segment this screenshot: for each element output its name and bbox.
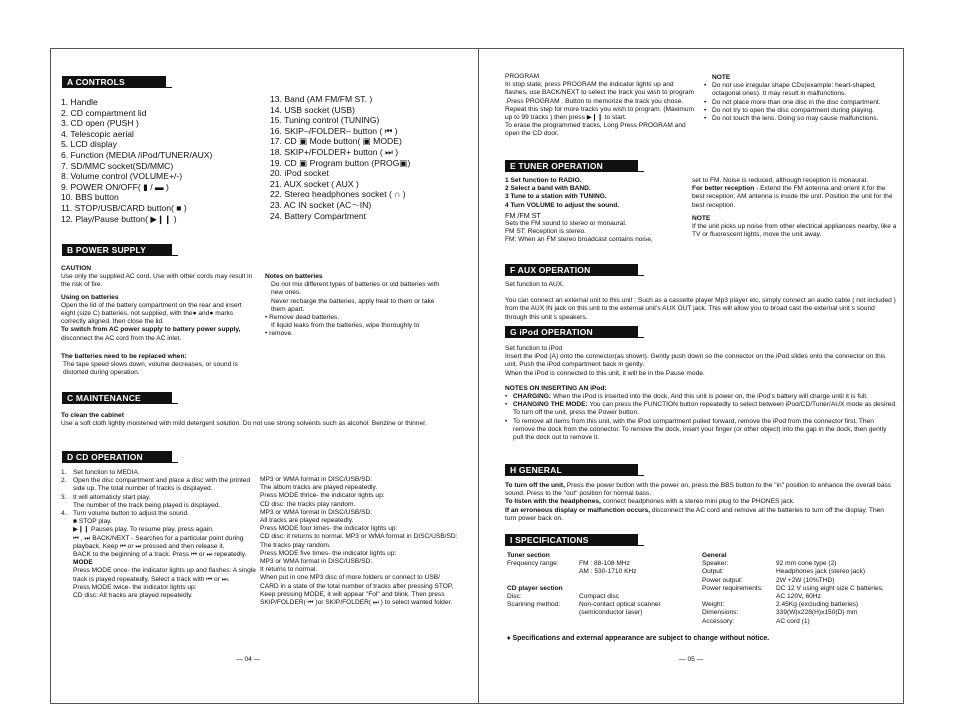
tuner-left [505, 177, 680, 245]
note-item: • Do not use irregular shape CDs(example: heart-shaped, octagonal ones). It may result in malfunctions. [704, 82, 899, 98]
cd-step [61, 526, 256, 534]
control-item: 14. USB socket (USB) [270, 104, 356, 115]
clean-heading: To clean the cabinet [61, 412, 124, 419]
battery-note-item: • remove. [265, 330, 293, 338]
general-spec-value: 2.45Kg (excluding batteries) [776, 601, 859, 609]
section-f-title: F AUX OPERATION [505, 264, 638, 276]
note-list [704, 82, 899, 123]
cd-step-number: 2. [61, 477, 67, 485]
notes-list [265, 281, 445, 338]
cd-step [61, 502, 256, 510]
ipod-note-label: CHARGING: [513, 393, 552, 401]
cd-step-number: 3. [61, 493, 67, 501]
note-item: • Do not touch the lens. Doing so may cause malfunctions. [704, 115, 899, 123]
am-range: AM : 530-1710 KHz [579, 568, 637, 576]
cd-operation-steps [61, 469, 256, 600]
ipod-note-text: When the iPod is inserted into the dock, And this unit is power on, the iPod’s battery will charge until it is full. [551, 393, 868, 401]
power-supply-left [61, 265, 256, 377]
section-h-title: H GENERAL [505, 464, 638, 476]
replace-text: The tape speed slows down, volume decreases, or sound is distorted during operation. [63, 361, 238, 377]
general-spec-row [702, 568, 897, 576]
cd-step-number: 1. [61, 469, 67, 476]
tuner-step: 2 Select a band with BAND. [505, 185, 591, 193]
control-item: 9. POWER ON/OFF( ▮ / ▬ ) [61, 181, 169, 192]
general-spec-key: Output: [702, 568, 724, 576]
cd-step-number [61, 592, 73, 600]
control-item: 5. LCD display [61, 139, 117, 150]
controls-list-left [61, 97, 261, 224]
cd-step [61, 510, 256, 518]
cd-step-text: ⏮ , ⏭ BACK/NEXT - Searches for a particular point during playback. Keep ⏮ or ⏭ pressed and then release it. [73, 534, 244, 550]
aux-text [505, 281, 897, 322]
battery-note-item: Do not mix different types of batteries or old batteries with new ones. [271, 281, 440, 297]
using-batteries-heading: Using on batteries [61, 293, 119, 301]
ipod-text [505, 345, 897, 442]
general-spec-key: Weight: [702, 601, 725, 609]
turn-off-text: Press the power button with the power on, press the BBS button to the "in" position to enhance the overall bass sound. Press to the "out" position for normal bass. [505, 482, 892, 498]
cd-step-number [61, 535, 73, 551]
control-item: 19. CD ▣ Program button (PROG▣) [270, 157, 411, 168]
cd-step [61, 567, 256, 583]
ipod-note-item [505, 393, 897, 401]
tuner-note-heading: NOTE [692, 214, 711, 222]
cd-step-text: It will altomaticly start play. [73, 493, 151, 501]
cd-operation-modes: MP3 or WMA format in DISC/USB/SD: The album tracks are played repeatedly. Press MODE thrice- the indicator lights up: CD disc: the tracks play random. MP3 or WMA format in DISC/USB/SD: All tracks are played repeatedly. Press MODE four times- the indicator lights up: CD disc: it returns to normal. MP3 or WMA format in DISC/USB/SD: The tracks play random. Press MODE five times- the indicator lights up: MP3 or WMA format in DISC/USB/SD: It returns to normal. When put in one MP3 disc of more folders or connect to USB/ CARD in a state of the total number of tracks after pressing STOP, Keep pressing MODE, it will appear "Fol" and blink. Then press SKIP/FOLDER( ⏮ )or SKIP/FOLDER( ⏭ ) to select wanted folder. [260, 476, 458, 607]
ipod-intro: Set function to iPod Insert the iPod (A) onto the connector(as shown). Gently push down so the connector on the iPod slides onto the connector on this unit. Push the iPod compartment back in gently. When the iPod is connected to this unit, it will be in the Pause mode. [505, 345, 886, 377]
tuner-step: 3 Tune to a station with TUNING. [505, 193, 607, 201]
general-spec-value: AC cord (1) [776, 617, 810, 625]
cd-step-number [61, 584, 73, 592]
clean-text: Use a soft cloth lightly moistened with mild detergent solution. Do not use strong solvents such as alcohol. Benzine or thinner. [61, 420, 427, 428]
note-block [704, 74, 899, 123]
ipod-note-item [505, 401, 897, 417]
section-f-header [505, 264, 895, 276]
switch-heading: To switch from AC power supply to battery power supply, [61, 326, 241, 334]
right-page [479, 48, 904, 704]
control-item: 22. Stereo headphones socket ( ∩ ) [270, 189, 406, 200]
control-item: 6. Function (MEDIA /iPod/TUNER/AUX) [61, 149, 213, 160]
cd-step [61, 477, 256, 493]
section-b-title: B POWER SUPPLY [62, 244, 172, 256]
control-item: 24. Battery Compartment [270, 210, 367, 221]
ipod-notes-list [505, 393, 897, 442]
cd-step [61, 551, 256, 559]
section-i-header [505, 534, 895, 546]
cd-step-number [61, 502, 73, 510]
cd-step-number [61, 567, 73, 583]
general-spec-value: 2W +2W (10%THD) [776, 576, 835, 584]
maintenance-text [61, 412, 456, 428]
fm-text: Sets the FM sound to stereo or monaural. FM ST: Reception is stereo. FM: When an FM stereo broadcast contains noise, [505, 220, 653, 244]
headphones-heading: To listen with the headphones, [505, 498, 601, 506]
cd-step-number [61, 526, 73, 534]
control-item: 4. Telescopic aerial [61, 128, 134, 139]
freq-label: Frequency range: [507, 560, 559, 568]
general-spec-row [702, 585, 897, 593]
control-item: 12. Play/Pause button( ▶❙❙ ) [61, 213, 177, 224]
better-heading: For better reception [692, 185, 755, 193]
general-spec-key: Dimensions: [702, 609, 739, 617]
spec-right [702, 552, 897, 626]
page-number-right-value: 05 [687, 656, 695, 663]
cd-step-text: The number of the track being played is displayed. [73, 501, 221, 509]
aux-line-2: You can connect an external unit to this unit ; Such as a cassette player Mp3 player etc, simply connect an audio cable ( not included ) from the AUX IN jack on this unit to the external unit’s AUX OUT jack. This will allow you to broad cast the external unit s sound through this unit s speakers. [505, 297, 896, 321]
battery-note-item: Never recharge the batteries, apply heat to them or take them apart. [271, 297, 435, 313]
cd-step [61, 494, 256, 502]
spec-left [507, 552, 697, 617]
control-item: 20. iPod socket [270, 168, 329, 179]
general-spec-value: AC 120V, 60Hz [776, 593, 821, 601]
note-item: • Do not place more than one disc in the disc compartment. [704, 99, 899, 107]
control-item: 8. Volume control (VOLUME+/-) [61, 171, 183, 182]
control-item: 3. CD open (PUSH ) [61, 118, 139, 129]
program-block [505, 73, 695, 139]
ipod-note-text: You can press the FUNCTION button repeatedly to select between iPod/CD/Tuner/AUX mode as desired. To turn off the unit, press the Power button. [513, 401, 897, 417]
control-item: 23. AC IN socket (AC～IN) [270, 199, 372, 210]
battery-note-item: • Remove dead batteries. [265, 314, 340, 322]
disc-value: Compact disc [579, 592, 619, 600]
tuner-steps [505, 177, 680, 210]
general-spec-value: 339(W)x228(H)x150(D) mm [776, 609, 858, 617]
tuner-right [692, 177, 897, 239]
cd-step-number [61, 559, 73, 567]
section-d-header [62, 451, 462, 463]
ipod-notes-heading: NOTES ON INSERTING AN iPod: [505, 384, 607, 392]
section-h-header [505, 464, 895, 476]
note-heading: NOTE [712, 74, 731, 81]
section-c-title: C MAINTENANCE [62, 392, 172, 404]
controls-list-right [270, 94, 475, 221]
section-d-title: D CD OPERATION [62, 451, 172, 463]
cd-step [61, 584, 256, 592]
caution-text: Use only the supplied AC cord. Use with other cords may result in the risk of fire. [61, 273, 253, 289]
ipod-note-label: CHANGING THE MODE: [513, 401, 588, 409]
general-spec-value: Headphones jack (stereo jack) [776, 568, 866, 576]
section-i-title: I SPECIFICATIONS [505, 534, 638, 546]
section-e-header [505, 160, 895, 172]
better-text: - Extend the FM antenna and orient it for the best reception; AM antenna is inside the unit. Position the unit for the best reception. [692, 185, 893, 209]
cd-step-text: Press MODE twice- the indicator lights up: [73, 583, 197, 591]
aux-line-1: Set function to AUX. [505, 281, 565, 288]
control-item: 18. SKIP+/FOLDER+ button ( ⏭ ) [270, 146, 399, 157]
control-item: 2. CD compartment lid [61, 107, 147, 118]
ipod-note-text: To remove all items from this unit, with the iPod compartment pulled forward, remove the iPod from the connector first. Then remove the dock from the connector. To remove the dock, insert your finger (or other object) into the gap in the dock, then gently pull the dock out to remove it. [513, 417, 887, 442]
general-spec-row [702, 577, 897, 585]
cd-step-number [61, 518, 73, 526]
cd-step [61, 535, 256, 551]
general-spec-row [702, 593, 897, 601]
general-spec-list [702, 560, 897, 626]
switch-text: disconnect the AC cord from the AC inlet. [61, 334, 182, 342]
page-number-right: — 05 — [679, 656, 704, 663]
spec-footer: ♦ Specifications and external appearance are subject to change without notice. [507, 635, 770, 642]
program-heading: PROGRAM [505, 73, 540, 80]
control-item: 16. SKIP–/FOLDER– button ( ⏮ ) [270, 125, 398, 136]
replace-heading: The batteries need to be replaced when: [61, 352, 187, 360]
general-spec-value: DC 12 V using eight size C batteries, [776, 584, 884, 592]
control-item: 1. Handle [61, 97, 98, 107]
general-spec-key: Power requirements: [702, 584, 763, 592]
tuner-note-text: If the unit picks up noise from other electrical appliances nearby, like a TV or fluorescent lights, move the unit away. [692, 223, 897, 239]
cd-step-number: 4. [61, 510, 67, 518]
general-spec-key [702, 593, 776, 601]
page-number-left: — 04 — [236, 656, 261, 663]
battery-note-item: If liquid leaks from the batteries, wipe thoroughly to [271, 322, 420, 330]
general-spec-row [702, 609, 897, 617]
cd-step-text: Set function to MEDIA. [73, 469, 140, 476]
tuner-continue-text: set to FM. Noise is reduced, although reception is monaural. [692, 177, 868, 184]
fm-range: FM : 88-108 MHz [579, 560, 630, 568]
left-page [50, 48, 479, 704]
section-b-header [62, 244, 462, 256]
section-a-header [62, 76, 462, 88]
malfunction-heading: If an erroneous display or malfunction occurs, [505, 506, 651, 514]
battery-notes [265, 273, 445, 339]
cd-step [61, 559, 256, 567]
control-item: 15. Tuning control (TUNING) [270, 115, 380, 126]
general-spec-row [702, 560, 897, 568]
ipod-note-item [505, 418, 897, 443]
control-item: 21. AUX socket ( AUX ) [270, 178, 359, 189]
control-item: 11. STOP/USB/CARD button( ■ ) [61, 202, 187, 213]
cd-step-text: Press MODE once- the indicator lights up and flashes: A single track is played repeatedly. Select a track with ⏮ or ⏭. [73, 567, 256, 583]
cd-step-text: Turn volume button to adjust the sound. [73, 510, 189, 518]
using-batteries-text: Open the lid of the battery compartment on the rear and insert eight (size C) batteries, not supplied, with the● and● marks correctly aligned. then close the lid. [61, 301, 242, 326]
program-text: In stop state, press PROGRAM the indicator lights up and flashes, use BACK/NEXT to select the track you wish to program .Press PROGRAM . Button to memorize the track you chose. Repeat this step for more tracks you wish to program. (Maximum up to 99 tracks ) then press ▶❙❙ to start. To erase the programmed tracks, Long Press PROGRAM and open the CD door. [505, 81, 695, 138]
general-spec-key: Speaker: [702, 560, 729, 568]
tuner-section-heading: Tuner section [507, 552, 550, 559]
section-g-title: G iPod OPERATION [505, 326, 638, 338]
malfunction-text: disconnect the AC cord and remove all the batteries to turn off the display. Then turn power back on. [505, 506, 884, 522]
cd-section-heading: CD player section [507, 584, 563, 592]
section-g-header [505, 326, 895, 338]
general-text [505, 482, 897, 523]
caution-heading: CAUTION [61, 265, 92, 272]
cd-step-text: CD disc: All tracks are played repeatedly. [73, 592, 193, 600]
control-item: 13. Band (AM FM/FM ST. ) [270, 94, 373, 104]
cd-step-text: MODE [73, 559, 93, 567]
general-spec-key: Accessory: [702, 617, 735, 625]
section-a-title: A CONTROLS [62, 76, 166, 88]
cd-step-text: Open the disc compartment and place a disc with the printed side up. The total number of tracks is displayed. [73, 477, 251, 493]
disc-label: Disc: [507, 592, 522, 600]
cd-step-text: ▶❙❙ Pauses play. To resume play, press again. [73, 526, 214, 534]
note-item: • Do not try to open the disc compartment during playing. [704, 107, 899, 115]
section-c-header [62, 392, 462, 404]
headphones-text: connect headphones with a stereo mini plug to the PHONES jack. [600, 498, 795, 506]
general-spec-row [702, 618, 897, 626]
notes-heading: Notes on batteries [265, 273, 323, 280]
cd-step [61, 592, 256, 600]
cd-step [61, 469, 256, 477]
fm-heading: FM /FM ST [505, 210, 541, 220]
tuner-step: 1 Set function to RADIO. [505, 177, 582, 184]
cd-step-text: ■ STOP play. [73, 518, 112, 526]
control-item: 10. BBS button [61, 192, 119, 203]
general-spec-key: Power output: [702, 576, 743, 584]
general-spec-row [702, 601, 897, 609]
general-spec-value: 92 mm cone type (2) [776, 560, 837, 568]
cd-step-number [61, 551, 73, 559]
scan-value: Non-contact optical scanner (semiconductor laser) [579, 601, 661, 617]
cd-step-text: BACK to the beginning of a track. Press ⏮ or ⏭ repeatedly. [73, 551, 247, 559]
page-number-left-value: 04 [244, 656, 252, 663]
section-e-title: E TUNER OPERATION [505, 160, 638, 172]
scan-label: Scanning method: [507, 601, 561, 609]
turn-off-heading: To turn off the unit, [505, 482, 565, 489]
control-item: 7. SD/MMC socket(SD/MMC) [61, 160, 174, 171]
control-item: 17. CD ▣ Mode button( ▣ MODE) [270, 136, 402, 147]
general-spec-heading: General [702, 552, 727, 559]
tuner-step: 4 Turn VOLUME to adjust the sound. [505, 201, 620, 209]
